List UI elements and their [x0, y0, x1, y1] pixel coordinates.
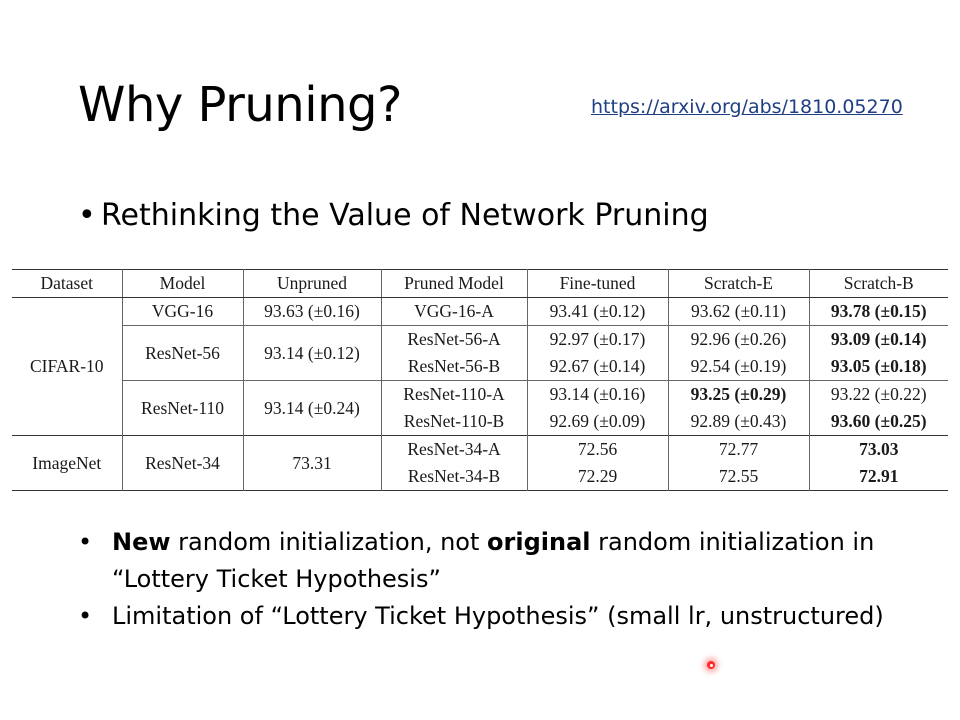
scratch-b-cell: [809, 436, 948, 464]
slide-title: Why Pruning?: [78, 77, 402, 133]
model-cell: VGG-16: [122, 298, 243, 326]
scratch-e-cell: 93.62 (±0.11): [668, 298, 809, 326]
unpruned-cell: 73.31: [243, 436, 381, 491]
model-cell: ResNet-34: [122, 436, 243, 491]
unpruned-cell: 93.14 (±0.24): [243, 381, 381, 436]
fine-tuned-cell: 72.29: [527, 463, 668, 491]
list-item: [78, 524, 918, 598]
header-unpruned: Unpruned: [243, 270, 381, 298]
header-scratch-e: Scratch-E: [668, 270, 809, 298]
results-table: [12, 269, 948, 491]
scratch-b-cell: [809, 408, 948, 436]
unpruned-cell: 93.14 (±0.12): [243, 326, 381, 381]
fine-tuned-cell: 92.67 (±0.14): [527, 353, 668, 381]
list-item: [78, 598, 918, 635]
header-scratch-b: Scratch-B: [809, 270, 948, 298]
header-fine-tuned: Fine-tuned: [527, 270, 668, 298]
best-value: 93.09 (±0.14): [830, 329, 927, 349]
header-model: Model: [122, 270, 243, 298]
laser-pointer-dot: [707, 661, 715, 669]
arxiv-link[interactable]: https://arxiv.org/abs/1810.05270: [591, 96, 903, 118]
scratch-b-cell: [809, 463, 948, 491]
fine-tuned-cell: 93.14 (±0.16): [527, 381, 668, 409]
subtitle-bullet: •: [78, 198, 96, 233]
table-row: [12, 436, 948, 464]
fine-tuned-cell: 72.56: [527, 436, 668, 464]
bold-segment: New: [112, 528, 171, 556]
bullet-text: [112, 598, 918, 635]
pruned-model-cell: ResNet-56-B: [381, 353, 527, 381]
scratch-b-cell: [809, 298, 948, 326]
pruned-model-cell: ResNet-34-A: [381, 436, 527, 464]
table-row: [12, 298, 948, 326]
header-dataset: Dataset: [12, 270, 122, 298]
scratch-e-cell: 72.77: [668, 436, 809, 464]
text-segment: random initialization, not: [170, 528, 488, 556]
pruned-model-cell: ResNet-110-A: [381, 381, 527, 409]
best-value: 73.03: [859, 439, 899, 459]
unpruned-cell: 93.63 (±0.16): [243, 298, 381, 326]
best-value: 72.91: [859, 466, 899, 486]
table-row: [12, 326, 948, 354]
scratch-b-cell: [809, 353, 948, 381]
best-value: 93.78 (±0.15): [830, 301, 927, 321]
subtitle-text: Rethinking the Value of Network Pruning: [101, 198, 709, 233]
pruned-model-cell: VGG-16-A: [381, 298, 527, 326]
text-segment: random initialization in “Lottery Ticket Hypothesis”: [112, 528, 875, 593]
fine-tuned-cell: 92.69 (±0.09): [527, 408, 668, 436]
bullet-list: [78, 524, 918, 635]
subtitle: [78, 195, 709, 237]
table-header-row: [12, 270, 948, 298]
bullet-marker: •: [78, 602, 93, 630]
pruned-model-cell: ResNet-56-A: [381, 326, 527, 354]
scratch-e-cell: 92.96 (±0.26): [668, 326, 809, 354]
fine-tuned-cell: 93.41 (±0.12): [527, 298, 668, 326]
table-row: [12, 381, 948, 409]
dataset-cell: CIFAR-10: [29, 356, 104, 376]
scratch-b-cell: [809, 326, 948, 354]
pruned-model-cell: ResNet-110-B: [381, 408, 527, 436]
bullet-marker: •: [78, 528, 93, 556]
fine-tuned-cell: 92.97 (±0.17): [527, 326, 668, 354]
text-segment: Limitation of “Lottery Ticket Hypothesis” (small lr, unstructured): [112, 602, 884, 630]
best-value: 93.25 (±0.29): [690, 384, 787, 404]
header-pruned-model: Pruned Model: [381, 270, 527, 298]
dataset-cell: ImageNet: [12, 436, 122, 491]
scratch-e-cell: 72.55: [668, 463, 809, 491]
best-value: 93.05 (±0.18): [830, 356, 927, 376]
model-cell: ResNet-110: [122, 381, 243, 436]
bold-segment: original: [487, 528, 591, 556]
bullet-text: [112, 524, 918, 598]
scratch-e-cell: 92.54 (±0.19): [668, 353, 809, 381]
pruned-model-cell: ResNet-34-B: [381, 463, 527, 491]
scratch-e-cell: 92.89 (±0.43): [668, 408, 809, 436]
model-cell: ResNet-56: [122, 326, 243, 381]
scratch-b-cell: 93.22 (±0.22): [809, 381, 948, 409]
best-value: 93.60 (±0.25): [830, 411, 927, 431]
scratch-e-cell: [668, 381, 809, 409]
